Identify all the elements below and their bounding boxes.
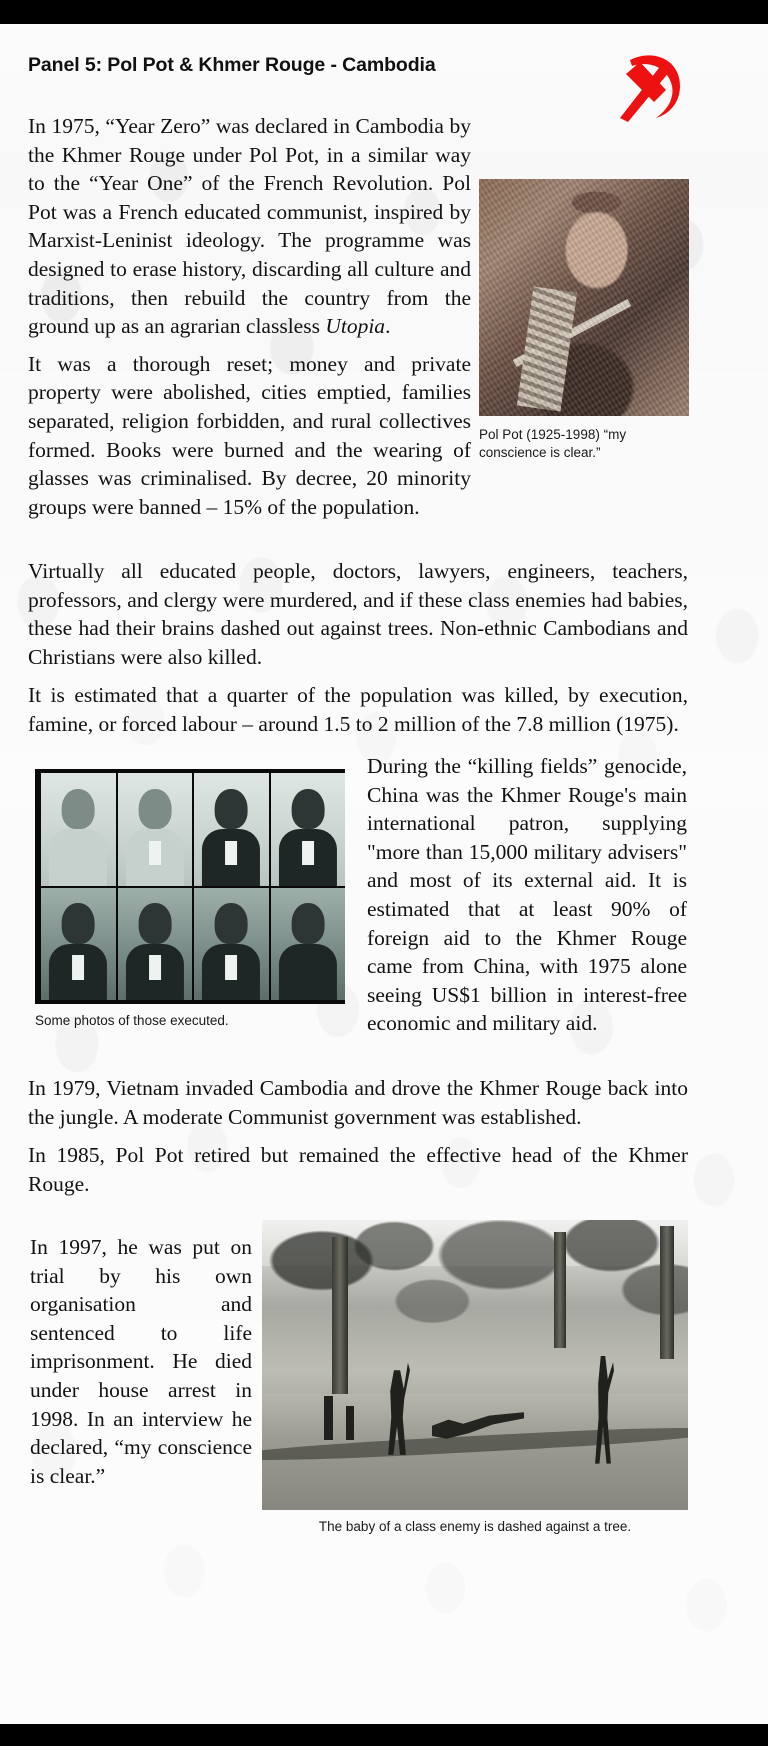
page-title: Panel 5: Pol Pot & Khmer Rouge - Cambodia: [28, 54, 436, 76]
paragraph-vietnam-invasion: In 1979, Vietnam invaded Cambodia and drove the Khmer Rouge back into the jungle. A moderate Communist government was established.: [28, 1076, 688, 1129]
paragraph-year-zero-text: In 1975, “Year Zero” was declared in Cambodia by the Khmer Rouge under Pol Pot, in a similar way to the “Year One” of the French Revolution. Pol Pot was a French educated communist, inspired by Marxist-Leninist ideology. The programme was designed to erase history, discarding all culture and traditions, then rebuild the country from the ground up as an agrarian classless: [28, 114, 471, 339]
paragraph-educated-murdered: Virtually all educated people, doctors, lawyers, engineers, teachers, professors, and clergy were murdered, and if these class enemies had babies, these had their brains dashed out against trees. Non-ethnic Cambodians and Christians were also killed.: [28, 559, 688, 669]
mugshot-cell: [118, 888, 193, 1001]
pol-pot-figure: [479, 179, 689, 462]
mugshot-cell: [41, 773, 116, 886]
paragraph-china-aid: During the “killing fields” genocide, China was the Khmer Rouge's main international patron, supplying "more than 15,000 military advisers" and most of its external aid. It is estimated that at least 90% of foreign aid to the Khmer Rouge came from China, with 1975 alone seeing US$1 billion in interest-free economic and military aid.: [367, 754, 687, 1036]
baby-dashed-against-tree-illustration: [262, 1220, 688, 1510]
hammer-and-sickle-icon: [600, 44, 690, 124]
tree-trunk: [554, 1232, 566, 1348]
paragraph-year-zero-end: .: [385, 314, 391, 339]
tree-trunk: [660, 1226, 674, 1359]
mugshot-cell: [41, 888, 116, 1001]
tree-illustration-caption: The baby of a class enemy is dashed against a tree.: [318, 1519, 632, 1534]
mugshot-cell: [194, 773, 269, 886]
photo-grain: [479, 179, 689, 416]
mugshots-figure: [35, 769, 345, 1030]
bystander-figure: [346, 1406, 354, 1440]
china-support-text-column: [367, 752, 687, 1038]
bystander-figure: [324, 1396, 333, 1440]
mugshot-cell: [118, 773, 193, 886]
mugshot-cell: [271, 888, 346, 1001]
presentation-slide: [0, 24, 768, 1724]
pol-pot-photo: [479, 179, 689, 416]
pol-pot-caption: Pol Pot (1925-1998) “my conscience is clear.”: [479, 427, 627, 461]
paragraph-thorough-reset: It was a thorough reset; money and private property were abolished, cities emptied, families separated, religion forbidden, and rural collectives formed. Books were burned and the wearing of glasses was criminalised. By decree, 20 minority groups were banned – 15% of the population.: [28, 351, 471, 519]
utopia-italic: Utopia: [325, 314, 386, 339]
paragraph-retirement: In 1985, Pol Pot retired but remained the effective head of the Khmer Rouge.: [28, 1143, 688, 1196]
mugshots-caption: Some photos of those executed.: [35, 1013, 229, 1028]
paragraph-death-toll: It is estimated that a quarter of the population was killed, by execution, famine, or forced labour – around 1.5 to 2 million of the 7.8 million (1975).: [28, 683, 688, 736]
mugshot-cell: [194, 888, 269, 1001]
top-letterbox-bar: [0, 0, 768, 24]
executed-victims-photo: [35, 769, 345, 1004]
tree-illustration-figure: [262, 1220, 688, 1536]
trial-text-column: [30, 1233, 252, 1490]
paragraph-year-zero: [28, 112, 471, 341]
palm-trunk: [332, 1237, 348, 1399]
full-width-text-block-1: [28, 557, 688, 749]
full-width-text-block-2: [28, 1074, 688, 1208]
paragraph-trial-and-death: In 1997, he was put on trial by his own organisation and sentenced to life imprisonment. He died under house arrest in 1998. In an interview he declared, “my conscience is clear.”: [30, 1235, 252, 1488]
intro-text-column: [28, 112, 471, 530]
mugshot-cell: [271, 773, 346, 886]
bottom-letterbox-bar: [0, 1724, 768, 1746]
